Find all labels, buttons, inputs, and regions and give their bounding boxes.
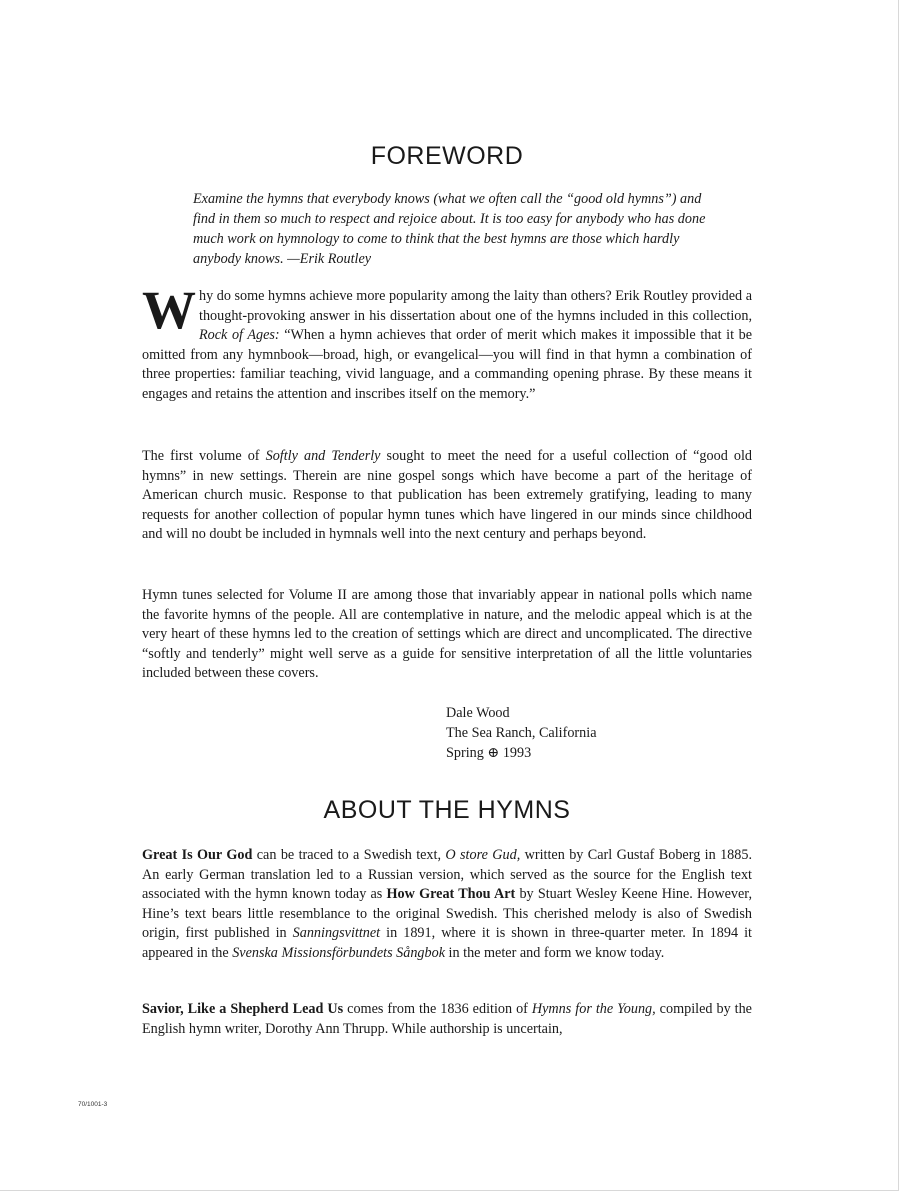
footer-catalog-code: 70/1001-3 — [78, 1101, 108, 1108]
signature-date: Spring ⊕ 1993 — [446, 745, 532, 761]
paragraph-text: in the meter and form we know today. — [445, 944, 665, 961]
hymn-title: Rock of Ages: — [199, 327, 280, 344]
paragraph-text: comes from the 1836 edition of — [343, 1001, 532, 1017]
hymn-name: Savior, Like a Shepherd Lead Us — [142, 1001, 344, 1017]
paragraph-text: The first volume of — [142, 448, 266, 464]
foreword-paragraph-3 — [142, 586, 752, 684]
source-title: O store Gud, — [445, 847, 521, 863]
hymn-name: How Great Thou Art — [386, 886, 516, 903]
hymn-name: Great Is Our God — [142, 847, 253, 863]
paragraph-text: Hymn tunes selected for Volume II are among those that invariably appear in national polls which name the favorite hymns of the people. All are contemplative in nature, and the melodic appeal which is at the very heart of these hymns led to the creation of settings which are direct and uncomplicated. The directive “softly and tenderly” might well serve as a guide for sensitive interpretation of all the little voluntaries included between these covers. — [142, 587, 752, 682]
foreword-paragraph-2 — [142, 447, 752, 545]
signature-block — [446, 703, 597, 763]
foreword-paragraph-1 — [142, 280, 752, 405]
drop-cap: W — [142, 280, 196, 340]
signature-place: The Sea Ranch, California — [446, 725, 597, 741]
book-title: Softly and Tenderly — [265, 448, 381, 464]
foreword-heading: FOREWORD — [370, 142, 524, 170]
paragraph-text: can be traced to a Swedish text, — [252, 847, 446, 863]
paragraph-text: in 1891, where it is shown in three-quarter meter. In 1894 it appeared in the — [142, 925, 752, 961]
paragraph-text: compiled by the English hymn writer, Dorothy Ann Thrupp. While authorship is uncertain, — [142, 1001, 752, 1037]
source-title: Svenska Missionsförbundets Sångbok — [232, 944, 445, 961]
paragraph-text: written by Carl Gustaf Boberg in 1885. An early German translation led to a Russian version, which served as the source for the English text associated with the hymn known today as — [142, 847, 753, 903]
paragraph-text: sought to meet the need for a useful collection of “good old hymns” in new settings. Therein are nine gospel songs which have become a part of the heritage of American church music. Response to that publication has been extremely gratifying, leading to many requests for another collection of popular hymn tunes which have lingered in our minds since childhood and will no doubt be included in hymnals well into the next century and perhaps beyond. — [142, 448, 752, 543]
signature-name: Dale Wood — [446, 705, 510, 721]
foreword-epigraph: Examine the hymns that everybody knows (what we often call the “good old hymns”) and find in them so much to respect and rejoice about. It is too easy for anybody who has done much work on hymnology to come to think that the best hymns are those which hardly anybody knows. —Erik Routley — [193, 191, 706, 267]
source-title: Hymns for the Young, — [531, 1001, 656, 1017]
paragraph-text: “When a hymn achieves that order of merit which makes it impossible that it be omitted from any hymnbook—broad, high, or evangelical—you will find in that hymn a combination of three properties: familiar teaching, vivid language, and a commanding opening phrase. By these means it engages and retains the attention and inscribes itself on the memory.” — [142, 327, 752, 402]
about-paragraph-2 — [142, 1000, 752, 1039]
paragraph-text: hy do some hymns achieve more popularity among the laity than others? Erik Routley provided a thought-provoking answer in his dissertation about one of the hymns included in this collection, — [199, 288, 752, 324]
about-paragraph-1 — [142, 846, 752, 964]
paragraph-text: by Stuart Wesley Keene Hine. However, Hine’s text bears little resemblance to the original Swedish. This cherished melody is also of Swedish origin, first published in — [142, 886, 752, 942]
source-title: Sanningsvittnet — [292, 925, 381, 942]
about-hymns-heading: ABOUT THE HYMNS — [323, 796, 571, 824]
